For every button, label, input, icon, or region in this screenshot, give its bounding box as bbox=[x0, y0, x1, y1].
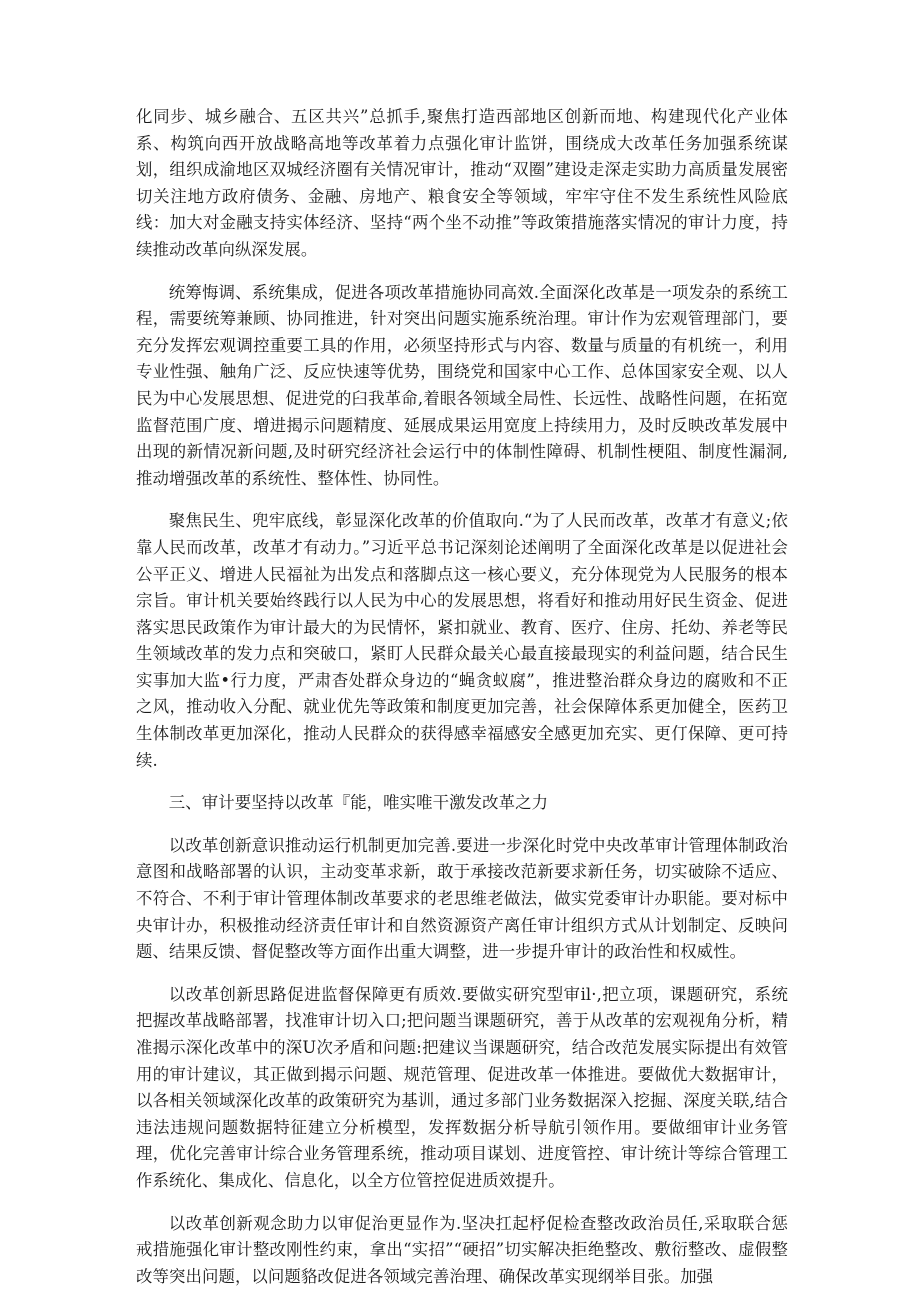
paragraph-2: 统筹悔调、系统集成，促进各项改革措施协同高效.全面深化改革是一项发杂的系统工程，需要统筹兼顾、协同推进，针对突出问题实施系统治理。审计作为宏观管理部门，要充分发挥宏观调控重要工具的作用，必须坚持形式与内容、数量与质量的有机统一，利用专业性强、触角广泛、反应快速等优势，围绕党和国家中心工作、总体国家安全观、以人民为中心发展思想、促进党的臼我革命,着眼各领域全局性、长远性、战略性问题，在拓宽监督范围广度、增进揭示问题精度、延展成果运用宽度上持续用力，及时反映改革发展中出现的新情况新问题,及时研究经济社会运行中的体制性障碍、机制性梗阻、制度性漏洞,推动增强改革的系统性、整体性、协同性。 bbox=[136, 282, 788, 488]
paragraph-3: 聚焦民生、兜牢底线，彰显深化改革的价值取向.“为了人民而改革，改革才有意义;依靠人民而改革，改革才有动力。”习近平总书记深刻论述阐明了全面深化改革是以促进社会公平正义、增进人民福祉为出发点和落脚点这一核心要义，充分体现党为人民服务的根本宗旨。审计机关要始终践行以人民为中心的发展思想，将看好和推动用好民生资金、促进落实思民政策作为审计最大的为民情怀，紧扣就业、教育、医疗、住房、托幼、养老等民生领域改革的发力点和突破口，紧盯人民群众最关心最直接最现实的利益问题，结合民生实事加大监•行力度，严肃杳处群众身边的“蝇贪蚁腐”，推进整治群众身边的腐败和不正之风，推动收入分配、就业优先等政策和制度更加完善，社会保障体系更加健全，医药卫生体制改革更加深化，推动人民群众的获得感幸福感安全感更加充实、更仃保障、更可持续. bbox=[136, 511, 788, 770]
paragraph-4: 以改革创新意识推动运行机制更加完善.要进一步深化时党中央改革审计管理体制政治意图和战略部署的认识，主动变革求新，敢于承接改范新要求新任务，切实破除不适应、不符合、不利于审计管理体制改革要求的老思维老做法，做实党委审计办职能。要对标中央审计办，积极推动经济责任审计和自然资源资产离任审计组织方式从计划制定、反映问题、结果反馈、督促整改等方面作出重大调整，进一步提升审计的政治性和权威性。 bbox=[136, 835, 788, 962]
section-heading: 三、审计要坚持以改革『能，唯实唯干激发改革之力 bbox=[168, 793, 549, 813]
paragraph-5: 以改革创新思路促进监督保障更有质效.要做实研究型审il·,把立项，课题研究，系统把握改革战略部署，找准审计切入口;把问题当课题研究，善于从改革的宏观视角分析，精准揭示深化改革中的深U次矛盾和问题:把建议当课题研究，结合改范发展实际提出有效管用的审计建议，其正做到揭示问题、规范管理、促进改革一体推进。要做优大数据审计，以各相关领域深化改革的政策研究为基训，通过多部门业务数据深入挖掘、深度关联,结合违法违规问题数据特征建立分析模型，发挥数据分析导航引领作用。要做细审计业务管理，优化完善审计综合业务管理系统，推动项目谋划、进度管控、审计统计等综合管理工作系统化、集成化、信息化，以全方位管控促进质效提升。 bbox=[136, 984, 788, 1190]
document-body bbox=[136, 104, 788, 1306]
paragraph-1: 化同步、城乡融合、五区共兴”总抓手,聚焦打造西部地区创新而地、构建现代化产业体系、构筑向西开放战略高地等改革着力点强化审计监饼，围绕成大改革任务加强系统谋划，组织成渝地区双城经济圈有关情况审计，推动“双圈”建设走深走实助力高质量发展密切关注地方政府债务、金融、房地产、粮食安全等领域，牢牢守住不发生系统性风险底线：加大对金融支持实体经济、坚持“两个坐不动推”等政策措施落实情况的审计力度，持续推动改革向纵深发展。 bbox=[136, 107, 788, 259]
paragraph-6: 以改革创新观念助力以审促治更显作为.坚决扛起杼促检查整改政治员任,采取联合惩戒措施强化审计整改刚性约束，拿出“实招”“硬招”切实解决拒绝整改、敷衍整改、虚假整改等突出问题，以问题貉改促进各领域完善治理、确保改革实现纲举目张。加强 bbox=[136, 1213, 788, 1286]
